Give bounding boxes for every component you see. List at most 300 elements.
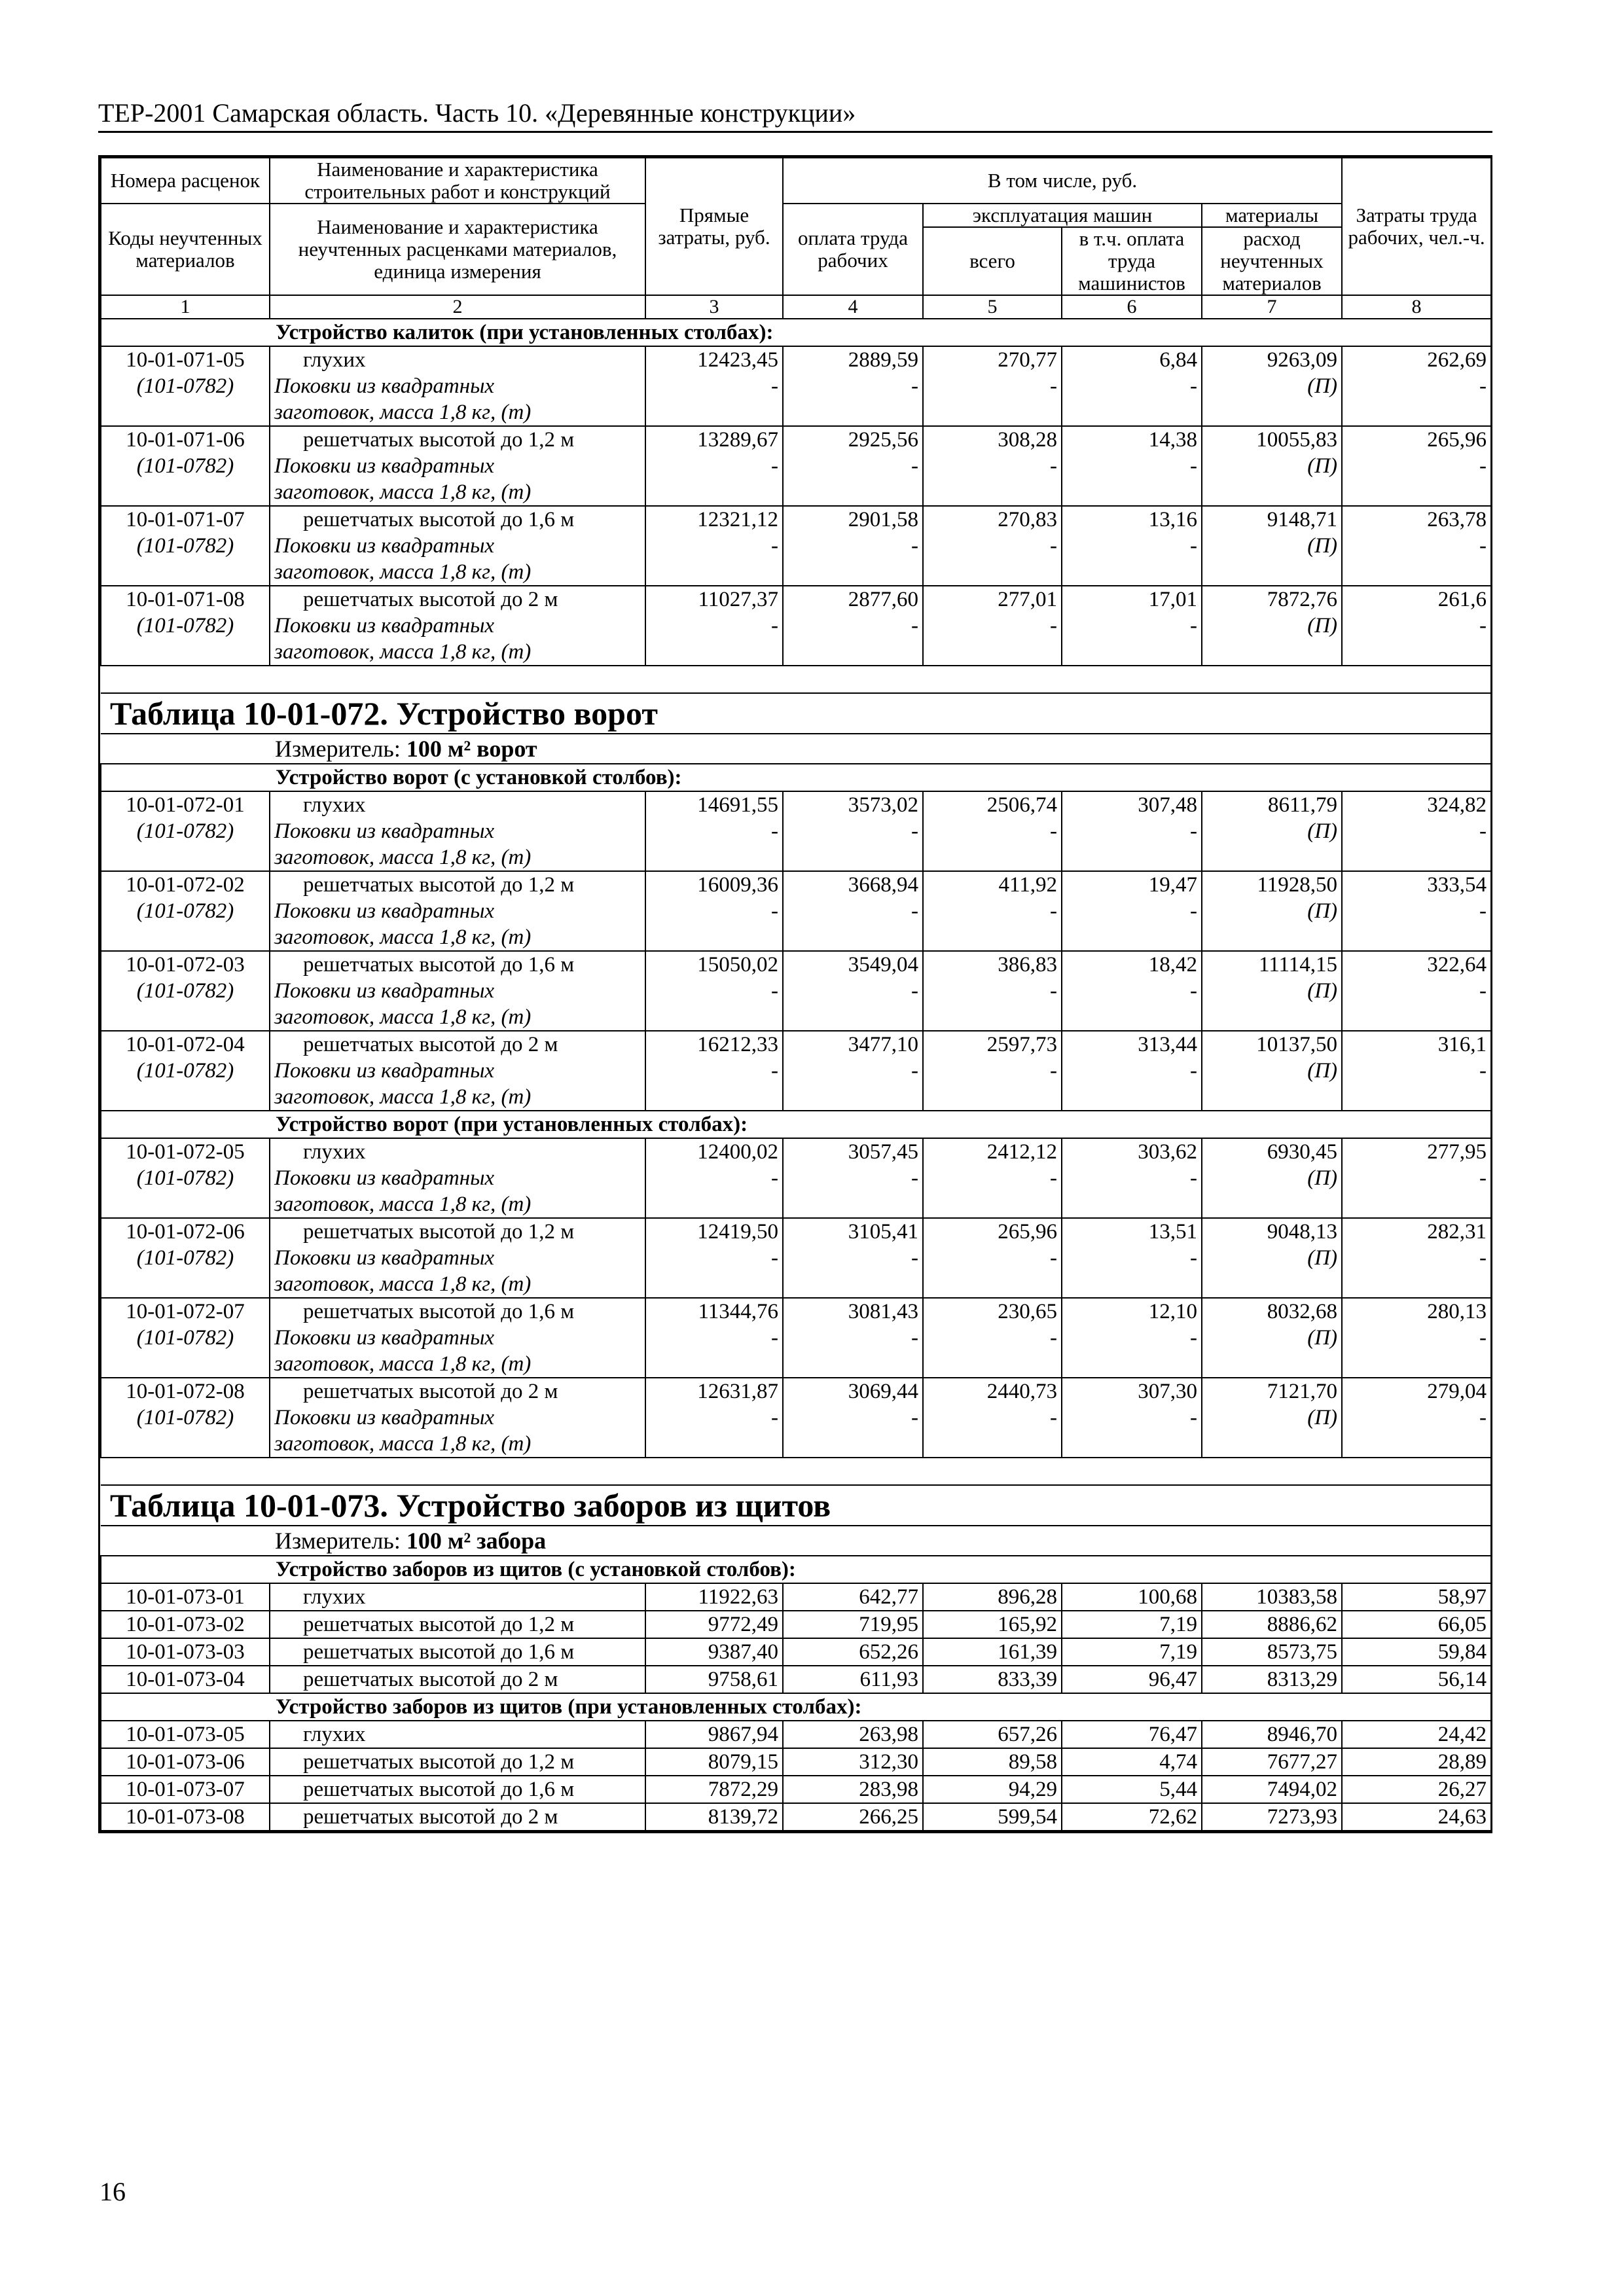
machinist-pay: 7,19: [1062, 1611, 1202, 1638]
material-name: Поковки из квадратных: [270, 978, 645, 1004]
direct-costs: 9772,49: [645, 1611, 783, 1638]
rate-code: 10-01-073-07: [101, 1776, 270, 1803]
labor-pay: 2925,56: [783, 426, 923, 453]
dash-cell: -: [645, 613, 783, 639]
material-costs: 11114,15: [1202, 951, 1342, 978]
empty-cell: [1342, 1191, 1491, 1218]
empty-cell: [783, 559, 923, 586]
work-name: решетчатых высотой до 1,2 м: [270, 1611, 645, 1638]
empty-cell: [1062, 844, 1202, 871]
dash-cell: -: [645, 978, 783, 1004]
material-costs: 9148,71: [1202, 506, 1342, 533]
dash-cell: -: [645, 1245, 783, 1271]
material-row: [101, 818, 1491, 844]
material-code: (101-0782): [101, 1058, 270, 1084]
material-name: Поковки из квадратных: [270, 1325, 645, 1351]
spacer-row: [101, 666, 1491, 693]
labor-hours: 262,69: [1342, 346, 1491, 373]
column-number: 7: [1202, 295, 1342, 319]
direct-costs: 16009,36: [645, 871, 783, 898]
table-row: [101, 1803, 1491, 1831]
dash-cell: -: [1062, 613, 1202, 639]
material-row-cont: [101, 1084, 1491, 1111]
work-name: решетчатых высотой до 1,6 м: [270, 951, 645, 978]
empty-cell: [1342, 399, 1491, 426]
rate-code: 10-01-072-04: [101, 1031, 270, 1058]
dash-cell: -: [1062, 1058, 1202, 1084]
material-row: [101, 978, 1491, 1004]
unaccounted-mark: (П): [1202, 978, 1342, 1004]
dash-cell: -: [1342, 1405, 1491, 1431]
dash-cell: -: [923, 1058, 1062, 1084]
direct-costs: 15050,02: [645, 951, 783, 978]
rate-code: 10-01-073-05: [101, 1721, 270, 1748]
empty-cell: [645, 399, 783, 426]
labor-hours: 279,04: [1342, 1378, 1491, 1405]
empty-cell: [923, 844, 1062, 871]
col-header-work-name: Наименование и характеристика строительных работ и конструкций: [270, 158, 645, 204]
dash-cell: -: [783, 373, 923, 399]
col-header-materials: материалы: [1202, 204, 1342, 227]
machinist-pay: 12,10: [1062, 1298, 1202, 1325]
labor-hours: 333,54: [1342, 871, 1491, 898]
empty-cell: [923, 1191, 1062, 1218]
machine-costs: 386,83: [923, 951, 1062, 978]
material-row: [101, 1165, 1491, 1191]
section-heading: Устройство калиток (при установленных столбах):: [101, 319, 1491, 346]
material-name: Поковки из квадратных: [270, 1058, 645, 1084]
column-number: 5: [923, 295, 1062, 319]
table-row: [101, 1638, 1491, 1666]
dash-cell: -: [923, 613, 1062, 639]
section-heading-row: [101, 319, 1491, 346]
col-header-material-names: Наименование и характеристика неучтенных расценками материалов, единица измерения: [270, 204, 645, 295]
work-name: решетчатых высотой до 1,6 м: [270, 1298, 645, 1325]
dash-cell: -: [1342, 373, 1491, 399]
empty-cell: [783, 924, 923, 951]
material-name-cont: заготовок, масса 1,8 кг, (т): [270, 399, 645, 426]
material-name-cont: заготовок, масса 1,8 кг, (т): [270, 479, 645, 506]
empty-cell: [1202, 1351, 1342, 1378]
material-row: [101, 613, 1491, 639]
empty-cell: [783, 1084, 923, 1111]
rate-code: 10-01-072-06: [101, 1218, 270, 1245]
dash-cell: -: [923, 373, 1062, 399]
section-heading: Устройство заборов из щитов (с установкой столбов):: [101, 1556, 1491, 1583]
rate-code: 10-01-071-07: [101, 506, 270, 533]
empty-cell: [101, 1191, 270, 1218]
rate-code: 10-01-073-03: [101, 1638, 270, 1666]
col-header-labor-hours: Затраты труда рабочих, чел.-ч.: [1342, 158, 1491, 295]
machine-costs: 265,96: [923, 1218, 1062, 1245]
empty-cell: [101, 1351, 270, 1378]
table-row: [101, 1218, 1491, 1245]
rate-code: 10-01-072-05: [101, 1138, 270, 1165]
direct-costs: 14691,55: [645, 791, 783, 818]
dash-cell: -: [1342, 533, 1491, 559]
col-header-material-codes: Коды неучтенных материалов: [101, 204, 270, 295]
labor-hours: 66,05: [1342, 1611, 1491, 1638]
machinist-pay: 17,01: [1062, 586, 1202, 613]
machine-costs: 165,92: [923, 1611, 1062, 1638]
empty-cell: [923, 479, 1062, 506]
empty-cell: [645, 639, 783, 666]
material-costs: 7677,27: [1202, 1748, 1342, 1776]
material-costs: 9048,13: [1202, 1218, 1342, 1245]
labor-hours: 282,31: [1342, 1218, 1491, 1245]
labor-pay: 719,95: [783, 1611, 923, 1638]
rate-code: 10-01-072-08: [101, 1378, 270, 1405]
dash-cell: -: [923, 898, 1062, 924]
material-name-cont: заготовок, масса 1,8 кг, (т): [270, 1351, 645, 1378]
table-row: [101, 1583, 1491, 1611]
machinist-pay: 5,44: [1062, 1776, 1202, 1803]
machinist-pay: 313,44: [1062, 1031, 1202, 1058]
empty-cell: [1062, 1084, 1202, 1111]
material-code: (101-0782): [101, 1165, 270, 1191]
work-name: решетчатых высотой до 1,6 м: [270, 506, 645, 533]
dash-cell: -: [1342, 1245, 1491, 1271]
spacer: [101, 666, 1491, 693]
labor-pay: 3549,04: [783, 951, 923, 978]
labor-hours: 59,84: [1342, 1638, 1491, 1666]
material-name: Поковки из квадратных: [270, 818, 645, 844]
rate-code: 10-01-073-08: [101, 1803, 270, 1831]
labor-hours: 56,14: [1342, 1666, 1491, 1693]
dash-cell: -: [923, 1405, 1062, 1431]
direct-costs: 11027,37: [645, 586, 783, 613]
work-name: глухих: [270, 346, 645, 373]
material-row: [101, 1058, 1491, 1084]
table-row: [101, 1031, 1491, 1058]
labor-hours: 26,27: [1342, 1776, 1491, 1803]
direct-costs: 12419,50: [645, 1218, 783, 1245]
empty-cell: [1062, 639, 1202, 666]
empty-cell: [1062, 1004, 1202, 1031]
empty-cell: [645, 1271, 783, 1298]
material-code: (101-0782): [101, 1405, 270, 1431]
unaccounted-mark: (П): [1202, 818, 1342, 844]
dash-cell: -: [1342, 1165, 1491, 1191]
measure-label: Измеритель:: [275, 736, 401, 762]
machine-costs: 657,26: [923, 1721, 1062, 1748]
machinist-pay: 76,47: [1062, 1721, 1202, 1748]
machinist-pay: 4,74: [1062, 1748, 1202, 1776]
empty-cell: [923, 559, 1062, 586]
table-header: [101, 158, 1491, 319]
material-costs: 8032,68: [1202, 1298, 1342, 1325]
machine-costs: 230,65: [923, 1298, 1062, 1325]
material-name-cont: заготовок, масса 1,8 кг, (т): [270, 844, 645, 871]
empty-cell: [923, 1271, 1062, 1298]
direct-costs: 12400,02: [645, 1138, 783, 1165]
labor-pay: 2901,58: [783, 506, 923, 533]
machine-costs: 411,92: [923, 871, 1062, 898]
table-body: [101, 319, 1491, 1831]
empty-cell: [1202, 924, 1342, 951]
empty-cell: [645, 1084, 783, 1111]
unaccounted-mark: (П): [1202, 1325, 1342, 1351]
material-name: Поковки из квадратных: [270, 453, 645, 479]
work-name: решетчатых высотой до 1,6 м: [270, 1638, 645, 1666]
material-row-cont: [101, 1191, 1491, 1218]
dash-cell: -: [1062, 533, 1202, 559]
rate-code: 10-01-072-07: [101, 1298, 270, 1325]
machine-costs: 2440,73: [923, 1378, 1062, 1405]
work-name: решетчатых высотой до 2 м: [270, 1031, 645, 1058]
table-row: [101, 791, 1491, 818]
section-heading-row: [101, 1693, 1491, 1721]
rate-code: 10-01-073-06: [101, 1748, 270, 1776]
work-name: глухих: [270, 791, 645, 818]
table-row: [101, 1748, 1491, 1776]
table-row: [101, 346, 1491, 373]
empty-cell: [645, 1191, 783, 1218]
material-row: [101, 373, 1491, 399]
unaccounted-mark: (П): [1202, 1405, 1342, 1431]
machinist-pay: 100,68: [1062, 1583, 1202, 1611]
labor-pay: 3105,41: [783, 1218, 923, 1245]
price-table-wrapper: [98, 155, 1492, 1833]
machinist-pay: 303,62: [1062, 1138, 1202, 1165]
empty-cell: [1202, 1271, 1342, 1298]
machine-costs: 2412,12: [923, 1138, 1062, 1165]
direct-costs: 9867,94: [645, 1721, 783, 1748]
material-code: (101-0782): [101, 453, 270, 479]
empty-cell: [923, 1351, 1062, 1378]
measure-unit: [101, 1526, 1491, 1556]
empty-cell: [1062, 1191, 1202, 1218]
material-code: (101-0782): [101, 533, 270, 559]
dash-cell: -: [1062, 818, 1202, 844]
work-name: глухих: [270, 1583, 645, 1611]
dash-cell: -: [1342, 613, 1491, 639]
empty-cell: [783, 1351, 923, 1378]
rate-code: 10-01-071-05: [101, 346, 270, 373]
empty-cell: [101, 1431, 270, 1458]
labor-pay: 3668,94: [783, 871, 923, 898]
unaccounted-mark: (П): [1202, 453, 1342, 479]
dash-cell: -: [783, 533, 923, 559]
direct-costs: 11922,63: [645, 1583, 783, 1611]
table-row: [101, 1138, 1491, 1165]
machinist-pay: 13,16: [1062, 506, 1202, 533]
table-title-row: [101, 1485, 1491, 1526]
unaccounted-mark: (П): [1202, 898, 1342, 924]
material-costs: 10137,50: [1202, 1031, 1342, 1058]
material-row-cont: [101, 639, 1491, 666]
dash-cell: -: [783, 1405, 923, 1431]
labor-pay: 611,93: [783, 1666, 923, 1693]
labor-hours: 24,42: [1342, 1721, 1491, 1748]
empty-cell: [101, 924, 270, 951]
rate-code: 10-01-072-03: [101, 951, 270, 978]
direct-costs: 12321,12: [645, 506, 783, 533]
machine-costs: 161,39: [923, 1638, 1062, 1666]
empty-cell: [1342, 639, 1491, 666]
work-name: решетчатых высотой до 2 м: [270, 1803, 645, 1831]
col-header-unaccounted-consumption: расход неучтенных материалов: [1202, 227, 1342, 295]
material-row-cont: [101, 399, 1491, 426]
direct-costs: 11344,76: [645, 1298, 783, 1325]
machine-costs: 896,28: [923, 1583, 1062, 1611]
machine-costs: 89,58: [923, 1748, 1062, 1776]
unaccounted-mark: (П): [1202, 1058, 1342, 1084]
labor-pay: 312,30: [783, 1748, 923, 1776]
empty-cell: [1342, 924, 1491, 951]
material-costs: 7121,70: [1202, 1378, 1342, 1405]
empty-cell: [1062, 924, 1202, 951]
empty-cell: [923, 1084, 1062, 1111]
material-costs: 8313,29: [1202, 1666, 1342, 1693]
labor-pay: 3069,44: [783, 1378, 923, 1405]
dash-cell: -: [923, 1165, 1062, 1191]
material-costs: 10055,83: [1202, 426, 1342, 453]
empty-cell: [101, 559, 270, 586]
machinist-pay: 13,51: [1062, 1218, 1202, 1245]
running-header: ТЕР-2001 Самарская область. Часть 10. «Деревянные конструкции»: [98, 97, 1492, 133]
empty-cell: [783, 844, 923, 871]
empty-cell: [101, 399, 270, 426]
material-row: [101, 453, 1491, 479]
dash-cell: -: [645, 818, 783, 844]
dash-cell: -: [1342, 1325, 1491, 1351]
col-header-labor-pay: оплата труда рабочих: [783, 204, 923, 295]
material-row: [101, 1245, 1491, 1271]
work-name: решетчатых высотой до 1,2 м: [270, 1218, 645, 1245]
work-name: глухих: [270, 1721, 645, 1748]
unaccounted-mark: (П): [1202, 373, 1342, 399]
empty-cell: [783, 1191, 923, 1218]
material-costs: 7872,76: [1202, 586, 1342, 613]
dash-cell: -: [645, 1058, 783, 1084]
direct-costs: 8079,15: [645, 1748, 783, 1776]
empty-cell: [783, 1004, 923, 1031]
empty-cell: [1202, 1431, 1342, 1458]
empty-cell: [783, 399, 923, 426]
empty-cell: [1342, 1271, 1491, 1298]
price-table: [100, 157, 1492, 1831]
column-numbers-row: [101, 295, 1491, 319]
dash-cell: -: [645, 1325, 783, 1351]
column-number: 8: [1342, 295, 1491, 319]
machine-costs: 270,77: [923, 346, 1062, 373]
material-costs: 10383,58: [1202, 1583, 1342, 1611]
material-name-cont: заготовок, масса 1,8 кг, (т): [270, 1271, 645, 1298]
material-name-cont: заготовок, масса 1,8 кг, (т): [270, 1084, 645, 1111]
dash-cell: -: [783, 978, 923, 1004]
empty-cell: [783, 1271, 923, 1298]
machine-costs: 94,29: [923, 1776, 1062, 1803]
material-costs: 6930,45: [1202, 1138, 1342, 1165]
material-code: (101-0782): [101, 1245, 270, 1271]
work-name: решетчатых высотой до 2 м: [270, 586, 645, 613]
table-row: [101, 586, 1491, 613]
machinist-pay: 19,47: [1062, 871, 1202, 898]
empty-cell: [1202, 1004, 1342, 1031]
col-header-machinist-pay: в т.ч. оплата труда машинистов: [1062, 227, 1202, 295]
dash-cell: -: [923, 1245, 1062, 1271]
unaccounted-mark: (П): [1202, 1245, 1342, 1271]
column-number: 6: [1062, 295, 1202, 319]
unaccounted-mark: (П): [1202, 1165, 1342, 1191]
rate-code: 10-01-073-01: [101, 1583, 270, 1611]
material-row-cont: [101, 1431, 1491, 1458]
empty-cell: [783, 639, 923, 666]
material-costs: 11928,50: [1202, 871, 1342, 898]
direct-costs: 9387,40: [645, 1638, 783, 1666]
page-number: 16: [99, 2177, 126, 2206]
material-code: (101-0782): [101, 1325, 270, 1351]
material-code: (101-0782): [101, 978, 270, 1004]
dash-cell: -: [783, 818, 923, 844]
dash-cell: -: [1342, 898, 1491, 924]
work-name: решетчатых высотой до 2 м: [270, 1378, 645, 1405]
material-row-cont: [101, 1271, 1491, 1298]
rate-code: 10-01-073-02: [101, 1611, 270, 1638]
work-name: решетчатых высотой до 2 м: [270, 1666, 645, 1693]
labor-hours: 280,13: [1342, 1298, 1491, 1325]
dash-cell: -: [645, 898, 783, 924]
section-heading-row: [101, 1556, 1491, 1583]
material-row-cont: [101, 1351, 1491, 1378]
empty-cell: [1062, 399, 1202, 426]
material-name: Поковки из квадратных: [270, 613, 645, 639]
measure-unit: [101, 734, 1491, 764]
labor-pay: 2889,59: [783, 346, 923, 373]
empty-cell: [1062, 479, 1202, 506]
labor-pay: 283,98: [783, 1776, 923, 1803]
column-number: 1: [101, 295, 270, 319]
dash-cell: -: [783, 1245, 923, 1271]
empty-cell: [645, 1351, 783, 1378]
dash-cell: -: [645, 373, 783, 399]
section-heading: Устройство заборов из щитов (при установленных столбах):: [101, 1693, 1491, 1721]
unaccounted-mark: (П): [1202, 613, 1342, 639]
labor-pay: 642,77: [783, 1583, 923, 1611]
dash-cell: -: [645, 533, 783, 559]
material-row-cont: [101, 479, 1491, 506]
table-title-row: [101, 693, 1491, 734]
material-code: (101-0782): [101, 818, 270, 844]
material-row-cont: [101, 924, 1491, 951]
material-name-cont: заготовок, масса 1,8 кг, (т): [270, 559, 645, 586]
rate-code: 10-01-071-06: [101, 426, 270, 453]
labor-hours: 28,89: [1342, 1748, 1491, 1776]
machine-costs: 2506,74: [923, 791, 1062, 818]
material-name-cont: заготовок, масса 1,8 кг, (т): [270, 1431, 645, 1458]
empty-cell: [923, 1004, 1062, 1031]
material-code: (101-0782): [101, 898, 270, 924]
empty-cell: [1062, 1431, 1202, 1458]
machinist-pay: 14,38: [1062, 426, 1202, 453]
machinist-pay: 307,48: [1062, 791, 1202, 818]
dash-cell: -: [923, 818, 1062, 844]
dash-cell: -: [1062, 1325, 1202, 1351]
direct-costs: 16212,33: [645, 1031, 783, 1058]
rate-code: 10-01-073-04: [101, 1666, 270, 1693]
direct-costs: 12631,87: [645, 1378, 783, 1405]
machinist-pay: 307,30: [1062, 1378, 1202, 1405]
table-row: [101, 1776, 1491, 1803]
dash-cell: -: [1062, 1165, 1202, 1191]
dash-cell: -: [923, 1325, 1062, 1351]
empty-cell: [923, 399, 1062, 426]
labor-hours: 58,97: [1342, 1583, 1491, 1611]
dash-cell: -: [1342, 1058, 1491, 1084]
dash-cell: -: [783, 613, 923, 639]
labor-hours: 277,95: [1342, 1138, 1491, 1165]
